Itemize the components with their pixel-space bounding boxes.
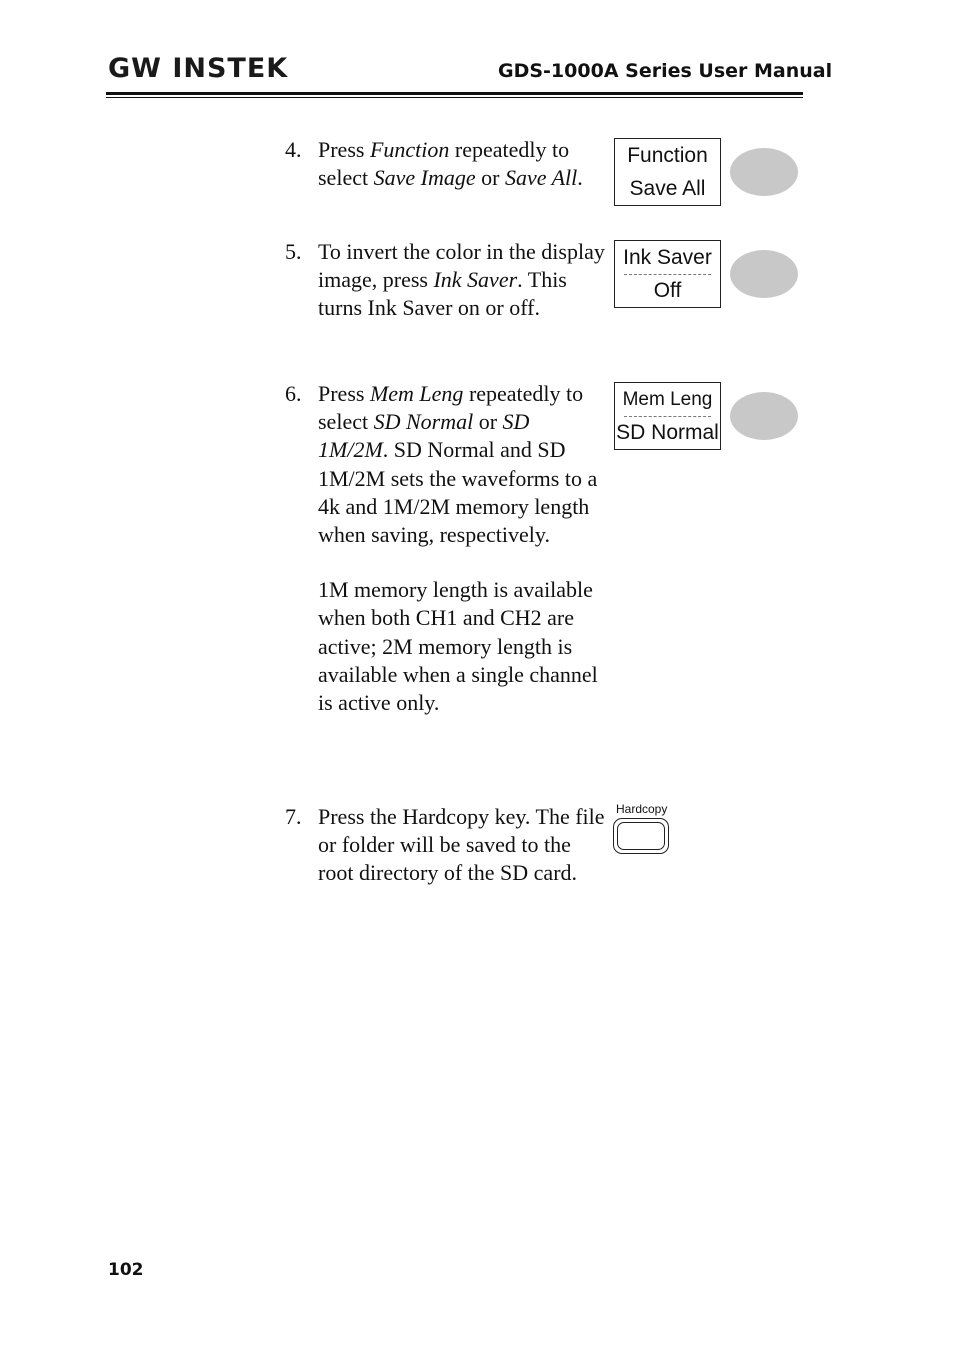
- hardcopy-key[interactable]: [613, 818, 669, 854]
- text-run: repeatedly to select: [318, 381, 584, 435]
- text-run: Press: [318, 137, 370, 162]
- step-text: [318, 136, 605, 192]
- step-number: 7.: [285, 804, 302, 829]
- text-run: .: [577, 165, 583, 191]
- header-rule-thin: [106, 97, 803, 98]
- menu-ink-saver-label: Ink Saver: [623, 246, 712, 269]
- italic-term: SD 1M/2M: [318, 409, 530, 463]
- menu-mem-leng: [614, 382, 721, 450]
- menu-mem-leng-value: SD Normal: [616, 421, 719, 444]
- italic-term: Save Image: [373, 165, 476, 191]
- step-5: [285, 238, 605, 323]
- italic-term: SD Normal: [373, 409, 474, 435]
- step-6: [285, 380, 605, 717]
- step-7: [285, 803, 605, 888]
- text-run: Press the Hardcopy key. The file or folder will be saved to the root directory of the SD card.: [318, 804, 605, 886]
- soft-key-mem-leng[interactable]: [730, 392, 798, 440]
- step-note: 1M memory length is available when both CH1 and CH2 are active; 2M memory length is available when a single channel is active only.: [318, 577, 598, 716]
- manual-title: GDS-1000A Series User Manual: [498, 60, 833, 82]
- menu-function-value: Save All: [629, 177, 706, 200]
- text-run: To invert the color in the display image, press: [318, 239, 605, 293]
- step-number: 5.: [285, 239, 302, 264]
- soft-key-function[interactable]: [730, 148, 798, 196]
- text-run: or: [473, 409, 503, 435]
- italic-term: Save All: [504, 165, 578, 191]
- menu-function-label: Function: [627, 144, 708, 167]
- text-run: or: [475, 165, 505, 191]
- menu-ink-saver-value: Off: [653, 279, 682, 302]
- gw-instek-logo: GW INSTEK: [108, 53, 289, 84]
- text-run: Press: [318, 381, 370, 406]
- menu-separator: [624, 274, 711, 275]
- italic-term: Mem Leng: [369, 381, 464, 406]
- text-run: repeatedly to select: [318, 137, 570, 191]
- step-number: 4.: [285, 137, 302, 162]
- text-run: . This turns Ink Saver on or off.: [318, 267, 567, 321]
- menu-ink-saver: [614, 240, 721, 308]
- italic-term: Ink Saver: [433, 267, 518, 293]
- step-number: 6.: [285, 381, 302, 406]
- menu-function: [614, 138, 721, 206]
- step-text: [318, 803, 605, 888]
- hardcopy-label: Hardcopy: [616, 802, 668, 816]
- menu-mem-leng-label: Mem Leng: [622, 389, 713, 410]
- italic-term: Function: [369, 137, 450, 162]
- step-text: [318, 380, 605, 549]
- page-number: 102: [108, 1260, 144, 1280]
- text-run: . SD Normal and SD 1M/2M sets the waveforms to a 4k and 1M/2M memory length when saving, respectively.: [318, 437, 598, 548]
- soft-key-ink-saver[interactable]: [730, 250, 798, 298]
- header-rule-thick: [106, 92, 803, 95]
- menu-separator: [624, 416, 711, 417]
- step-text: [318, 238, 605, 323]
- step-4: [285, 136, 605, 192]
